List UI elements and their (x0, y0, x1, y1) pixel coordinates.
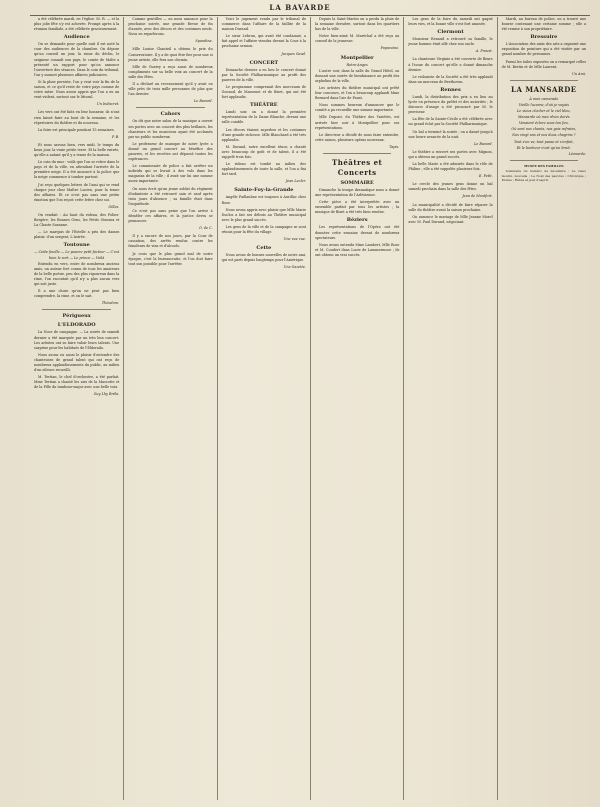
article-text: La chanteuse Virginie a été couverte de fleurs à l'issue du concert qu'elle a donné dimanche dernier. (408, 57, 493, 72)
poem-line: Nos vingt ans et nos doux chagrins ? (512, 133, 576, 138)
article-text: a été célébrée mardi, en l'église. M. R. — et la plus jolie fête s'y est achevée. Prompt après à la réunion familiale, a été célébrée gracieusement. (34, 17, 120, 32)
section-heading: CONCERT (249, 59, 279, 66)
signature: Un Indiscret. (96, 102, 120, 107)
poem-line: Et le bonheur n'est qu'un bruit. (516, 145, 571, 150)
article-text: On vendait : Au haut du rideau, des Folies-Bergère, les Bonnes Gens, les Petits Oiseaux et La Chaste Suzanne. (34, 213, 120, 228)
article-text: J'ai reçu quelques lettres de l'ami qui se rend chaque jour chez Maître Lucien, pour la tenue des affaires. Et ce n'est pas sans une petite émotion que l'on reçoit cette lettre chez soi. (34, 182, 120, 202)
column-4 (310, 17, 403, 800)
section-heading: SOMMAIRE (340, 179, 374, 186)
section-heading: Périgueux (62, 313, 91, 320)
article-text: Les représentations de l'Opéra ont été données cette semaine devant de nombreux spectateurs. (315, 225, 400, 240)
article-text: Le cercle des jeunes gens donne un bal samedi prochain dans la salle des fêtes. (408, 182, 493, 192)
article-text: Il a déclaré au recensement qu'il y avait en ville près de trois mille personnes de plus que l'an dernier. (128, 82, 213, 97)
article-text: Le violoniste de la Société a été très applaudi dans un morceau de Beethoven. (408, 74, 493, 84)
article-text: Le directeur a décidé de nous faire entendre, cette saison, plusieurs opéras nouveaux. (315, 132, 400, 142)
poem-dedication: À mon camarade (529, 96, 559, 101)
section-heading: Audience (63, 34, 90, 41)
poem-line: Tout s'en va, tout passe et s'enfuit, (513, 139, 574, 144)
section-heading: THÉÂTRE (250, 102, 278, 109)
article-text: La fête de la Sainte-Cécile a été célébrée avec un grand éclat par la Société Philharmonique. (408, 117, 493, 127)
article-text: La municipalité a décidé de faire réparer la salle du théâtre avant la saison prochaine. (408, 202, 493, 212)
article-text: La foire est principale pendant 15 semaines. (38, 127, 115, 132)
poem-line: Où sont nos chants, nos gais refrains, (511, 127, 577, 132)
article-text: Mlle Louise Chanteil a obtenu le prix du Conservatoire. Il y a de quoi être fier pour une si jeune artiste, elle fera son chemin. (128, 47, 213, 62)
signature: P. B. (112, 134, 120, 139)
signature: Un Ami. (572, 71, 586, 76)
article-text: Les gens de la foire du samedi ont gagné leurs vies, et la bonne ville s'est fort amusée. (408, 17, 493, 27)
section-heading: Cahors (160, 111, 181, 118)
article-text: Et nous savons bien, vers midi, le temps du beau jour, la vraie petite terre. Et la belle entrée, qu'elle a autant qu'il y a tenue de la maison. (34, 142, 120, 158)
article-text: Un bal a terminé la soirée ; on a dansé jusqu'à une heure avancée de la nuit. (408, 129, 493, 139)
article-text: Lundi soir, on a donné la première représentation de la Dame Blanche, devant une salle comble. (221, 110, 306, 125)
section-heading: Rennes (440, 86, 461, 93)
article-text: Dimanche dernier a eu lieu le concert donné par la Société Philharmonique au profit des pauvres de la ville. (221, 67, 306, 82)
article-text: Angèle Paillaubne est toujours à Aurillac chez Rose. (221, 195, 306, 205)
article-text: Le commissaire de police a fait arrêter un individu qui se livrait à des vols dans les magasins de la ville ; il avait sur lui une somme assez importante. (128, 164, 213, 184)
signature: Tapis. (389, 144, 400, 149)
divider (323, 153, 391, 154)
section-heading: Clermont (437, 29, 464, 36)
section-subheading: Retro-Anges (346, 62, 368, 67)
section-heading: Cette (256, 245, 272, 252)
article-text: Mardi, au bureau de police, on a trouvé une bourse contenant une certaine somme ; elle a été remise à son propriétaire. (501, 17, 586, 32)
article-text: Sommaire du numéro de décembre : Le vieux moulin, nouvelle ; Le Noël des pauvres ; Chronique ; Modes ; Rébus et jeux d'esprit. (501, 169, 586, 182)
article-text: M. Durand, notre excellent ténor, a chanté avec beaucoup de goût et de talent, il a été rappelé trois fois. (221, 144, 306, 159)
article-text: Dimanche la troupe dramatique nous a donné une représentation de l'Arlésienne. (315, 187, 400, 198)
article-text: Les décors étaient superbes et les costumes d'une grande richesse. Mlle Blanchard a été très applaudie. (221, 127, 306, 142)
article-text: La belle Marie a été admirée dans le rôle de Philine ; elle a été rappelée plusieurs fois. (408, 161, 493, 172)
article-text: Nous avons de bonnes nouvelles de notre ami, qui est parti depuis longtemps pour l'Amérique. (221, 253, 306, 263)
column-1 (30, 17, 123, 800)
section-title: Théâtres et Concerts (332, 157, 383, 177)
column-2 (123, 17, 216, 800)
article-text: Les artistes du théâtre municipal ont prêté leur concours, et l'on a beaucoup applaudi Mme Bernard dans l'air de Faust. (315, 85, 400, 101)
article-text: Le professeur de musique de notre lycée a donné un grand concert au bénéfice des pauvres, et les recettes ont dépassé toutes les espérances. (128, 141, 213, 162)
article-text: Parmi les toiles exposées on a remarqué celles de M. Bertin et de Mlle Laurent. (501, 59, 586, 69)
divider (42, 309, 111, 310)
article-text: Mlle Dupont, du Théâtre des Variétés, est arrivée hier soir à Montpellier pour ses représentations. (315, 115, 400, 130)
signature: Le Bavard. (194, 99, 213, 104)
article-text: L'autre soir, dans la salle du Grand Hôtel, on donnait une soirée de bienfaisance au profit des orphelins de la ville. (315, 68, 400, 83)
signature: Guy Lhy Bréla. (93, 392, 120, 397)
section-subheading: L'ELDORADO (57, 322, 96, 329)
article-text: On se demande pour quelle nuit il est noté la cour des audiences de la chambre. On dépose qu'un conseil un jour, la ruine du déclin, le seigneur connaît son pays, le comte de Malte a présenté un rapport pour qu'on annonce l'ouverture des séances. Dans le coin du tribunal, l'on y soumet plusieurs affaires judiciaires. (34, 42, 120, 77)
article-text: Le théâtre a rouvert ses portes avec Mignon, qui a obtenu un grand succès. (408, 149, 493, 159)
article-text: Notre bien-aimé M. Maréchal a été reçu au conseil de la jeunesse. (315, 34, 400, 44)
signature: Une vue vue. (283, 237, 306, 242)
article-text: Nous avons entendu Mme Lambert, Mlle Rose et M. Coudert dans Lucie de Lammermoor ; ils ont obtenu un vrai succès. (315, 242, 400, 257)
article-text: On nous écrit qu'un jeune soldat du régiment d'infanterie a été retrouvé sain et sauf après trois jours d'absence ; sa famille était dans l'inquiétude. (128, 186, 213, 206)
masthead: LA BAVARDE (269, 3, 331, 12)
section-heading: Sainte-Foy-la-Grande (234, 187, 294, 194)
divider (510, 160, 578, 161)
section-heading: Béziers (346, 217, 368, 224)
column-6 (497, 17, 590, 800)
article-text: Comme gentilles — on nous annonce pour la prochaine soirée, une grande Revue de fin d'année, avec des décors et des costumes neufs. Nous en reparlerons. (128, 17, 213, 37)
article-text: Les vers ont été faits en leur honneur, ils n'ont rien laissé faire au bout de la semaine, et les répertoires du théâtre et du nouveau. (34, 110, 120, 125)
columns (30, 17, 590, 800)
article-text: Il y a encore de nos jours, par la Cour de cassation, des arrêts rendus contre les fraudeurs de vins et d'alcools. (128, 234, 213, 249)
article-text: Je crois que le plus grand mal de notre époque, c'est la bureaucratie, et l'on doit faire tout son possible pour l'arrêter. (128, 251, 213, 266)
article-text: — Le marquis de l'Estelle a pris des dames plaisir, d'un sergent, L'Astrée. (34, 230, 120, 240)
signature: Léonardo. (568, 151, 586, 156)
section-heading: Bressuire (530, 34, 558, 41)
article-text: Nous avons appris avec plaisir que Mlle Marie Duclos a fait ses débuts au Théâtre municipal avec le plus grand succès. (221, 207, 306, 222)
signature: Jacques Gaud. (281, 51, 306, 56)
article-text: Le rideau est tombé au milieu des applaudissements de toute la salle, et l'on a fini fort tard. (221, 162, 306, 177)
signature: Spandina. (195, 39, 213, 44)
section-heading: Montpellier (340, 54, 374, 61)
signature: Une Gazette. (283, 265, 306, 270)
signature: Jean Lecler. (285, 179, 306, 184)
poem-line: Vieille lucarne, d'où je voyais (518, 102, 569, 107)
signature: O. de C. (199, 226, 213, 231)
poem-line: Venaient éclore sous ton feu, (518, 121, 569, 126)
column-3 (217, 17, 310, 800)
signature: E. Petit. (479, 174, 493, 179)
article-text: Il a une chose qu'on ne peut pas bien comprendre, la rime, et on le sait. (34, 289, 120, 299)
signature: Théodore. (101, 301, 120, 306)
article-text: Depuis la Saint-Martin on a perdu la pluie de la semaine dernière, surtout dans les quartiers bas de la ville. (315, 17, 400, 32)
signature: Gilles. (108, 204, 120, 209)
section-heading: Toutoune (63, 242, 90, 249)
poem-title: LA MANSARDE (511, 84, 577, 94)
article-text: Mlle de Guerry a reçu aussi de nombreux compliments sur sa belle voix au concert de la salle des fêtes. (128, 64, 213, 79)
article-text: Le sieur Lebrun, qui avait été condamné, a fait appel et l'affaire viendra devant la Cour à la prochaine session. (221, 34, 306, 49)
masthead-rule (30, 15, 590, 16)
article-text: Nous sommes heureux d'annoncer que le comité a pu recueillir une somme importante. (315, 103, 400, 113)
signature: A. Proust. (475, 49, 493, 54)
section-heading: MUSÉE DES FAMILLES (524, 163, 564, 168)
article-text: On annonce le mariage de Mlle Jeanne Morel avec M. Paul Durand, négociant. (408, 214, 493, 224)
signature: Jean de Montfort. (462, 194, 493, 199)
article-text: Le programme comprenait des morceaux de Gounod, de Massenet et de Bizet, qui ont été fort applaudis. (221, 84, 306, 100)
poem-line: Mansarde où mes rêves dorés (518, 115, 570, 120)
article-text: Lundi, la distribution des prix a eu lieu au lycée en présence du préfet et des autorités ; le discours d'usage a été prononcé par M. le proviseur. (408, 94, 493, 115)
signature: Le Bavard. (474, 141, 493, 146)
article-text: Le coin du mur : voilà que l'on se retire dans le pays et de la ville, en attendant l'arrivée de la première neige. Il a été annoncé à la police que la neige commence à tomber partout. (34, 160, 120, 180)
article-text: On dit que notre salon de la musique a ouvert ses portes avec un concert des plus brillants, les chanteurs et les musiciens ayant été acclamés par un public nombreux. (128, 119, 213, 139)
article-text: Nous avons eu aussi le plaisir d'entendre des chanteuses de grand talent qui ont reçu de nombreux applaudissements du public, au milieu d'un silence recueilli. (34, 352, 120, 373)
column-5 (403, 17, 496, 800)
article-text: Voici le jugement rendu par le tribunal de commerce dans l'affaire de la faillite de la maison Durand. (221, 17, 306, 32)
article-text: Cette pièce a été interprétée avec un ensemble parfait par tous les artistes ; la musique de Bizet a été très bien rendue. (315, 200, 400, 215)
verse: — Cette feuille — Le pauvre petit facteur — C'est bien le sort — Le prince — Voilà (34, 250, 120, 260)
divider (510, 80, 578, 81)
signature: Papavoine. (380, 46, 400, 51)
article-text: L'Association des amis des arts a organisé une exposition de peinture qui a été visitée par un grand nombre de personnes. (501, 42, 586, 57)
article-text: La Noce de campagne. — La soirée de samedi dernier a été marquée par un très bon concert. Les artistes ont su faire valoir leurs talents. Une surprise pour les habitués de l'Eldorado. (34, 330, 120, 350)
divider (136, 107, 204, 108)
article-text: M. Tertian, le chef d'orchestre, a été parfait. Mme Tertian a chanté les airs de la Mascotte et de la Fille du tambour-major avec une belle voix. (34, 375, 120, 390)
article-text: Les gens de la ville et de la campagne se sont réunis pour la fête du village. (221, 224, 306, 234)
article-text: Entendu en vers, entre de nombreux anciens amis, un auteur fort connu de tous les amateurs de la belle poésie, peu des plus rigoureux dans la rime, l'on racontait qu'il n'y a plus aucun vers qui soit juste. (34, 261, 120, 287)
poem-line: Le vieux clocher et le ciel bleu, (517, 109, 571, 114)
article-text: Si la pluie persiste, l'on y veut voir la fin de la saison, et ce qu'il reste de votre pays comme de votre mère. Nous avons appris que l'on a eu un vent violent, surtout sur le littoral. (34, 79, 120, 100)
article-text: Monsieur Renaud a retrouvé sa famille, le jeune homme était allé chez son oncle. (408, 37, 493, 47)
article-text: Ce n'est pas sans peine que l'on arrive à démêler ces affaires, et la justice devra se prononcer. (128, 208, 213, 224)
